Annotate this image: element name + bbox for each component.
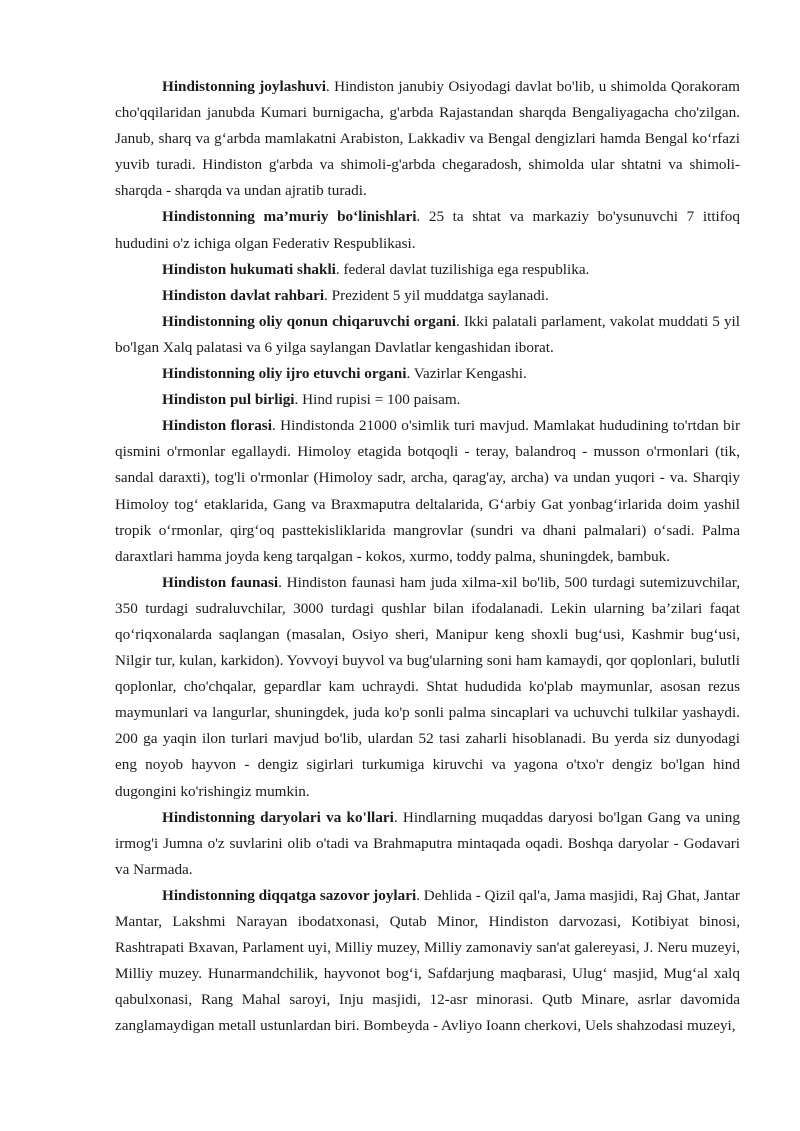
- paragraph-text: . Vazirlar Kengashi.: [406, 365, 527, 383]
- paragraph-text: . federal davlat tuzilishiga ega respublika.: [335, 260, 590, 278]
- paragraph-heading: Hindistonning diqqatga sazovor joylari: [162, 886, 417, 904]
- paragraph-administrative-divisions: [115, 204, 740, 256]
- document-page: [115, 74, 740, 1039]
- paragraph-heading: Hindiston davlat rahbari: [162, 286, 325, 304]
- paragraph-currency: [115, 387, 740, 413]
- paragraph-heading: Hindistonning oliy qonun chiqaruvchi organi: [162, 312, 456, 330]
- paragraph-heading: Hindiston pul birligi: [162, 391, 295, 409]
- paragraph-flora: [115, 413, 740, 570]
- paragraph-location: [115, 74, 740, 204]
- paragraph-heading: Hindistonning ma’muriy bo‘linishlari: [162, 208, 417, 226]
- paragraph-attractions: [115, 883, 740, 1040]
- paragraph-text: . Ikki palatali parlament, vakolat muddati 5 yil bo'lgan Xalq palatasi va 6 yilga saylangan Davlatlar kengashidan iborat.: [115, 312, 740, 356]
- paragraph-executive: [115, 361, 740, 387]
- paragraph-heading: Hindiston florasi: [162, 417, 272, 435]
- paragraph-heading: Hindistonning oliy ijro etuvchi organi: [162, 365, 407, 383]
- paragraph-fauna: [115, 570, 740, 805]
- paragraph-text: . Hindiston janubiy Osiyodagi davlat bo'lib, u shimolda Qorakoram cho'qqilaridan janubda Kumari burnigacha, g'arbda Rajastandan sharqda Bengaliyagacha cho'zilgan. Janub, sharq va g‘arbda mamlakatni Arabiston, Lakkadiv va Bengal dengizlari hamda Bengal ko‘rfazi yuvib turadi. Hindiston g'arbda va shimoli-g'arbda chegaradosh, shimolda ular shtatni va shimoli-sharqda - sharqda va undan ajratib turadi.: [115, 78, 740, 200]
- paragraph-heading: Hindistonning daryolari va ko'llari: [162, 808, 394, 826]
- paragraph-head-of-state: [115, 283, 740, 309]
- paragraph-text: . 25 ta shtat va markaziy bo'ysunuvchi 7 ittifoq hududini o'z ichiga olgan Federativ Respublikasi.: [115, 208, 740, 252]
- paragraph-government-form: [115, 257, 740, 283]
- paragraph-heading: Hindistonning joylashuvi: [162, 78, 326, 95]
- paragraph-heading: Hindiston faunasi: [162, 573, 279, 591]
- paragraph-heading: Hindiston hukumati shakli: [162, 260, 336, 278]
- paragraph-text: . Hindiston faunasi ham juda xilma-xil bo'lib, 500 turdagi sutemizuvchilar, 350 turdagi sudraluvchilar, 3000 turdagi qushlar bilan ifodalanadi. Lekin ularning ba’zilari faqat qo‘riqxonalarda saqlangan (masalan, Osiyo sheri, Manipur keng shoxli bug‘usi, Kashmir bug‘usi, Nilgir tur, kulan, karkidon). Yovvoyi buyvol va bug'ularning soni ham kamaydi, qor qoplonlari, bulutli qoplonlar, cho'chqalar, gepardlar kam uchraydi. Shtat hududida ko'plab maymunlar, asosan rezus maymunlari va langurlar, shuningdek, juda ko'p sonli palma sincaplari va uchuvchi tulkilar yashaydi. 200 ga yaqin ilon turlari mavjud bo'lib, ulardan 52 tasi zaharli hisoblanadi. Bu yerda siz dunyodagi eng noyob hayvon - dengiz sigirlari turkumiga kiruvchi va yagona o'txo'r dengiz bo'lgan hind dugongini ko'rishingiz mumkin.: [115, 573, 740, 800]
- paragraph-legislature: [115, 309, 740, 361]
- paragraph-text: . Hind rupisi = 100 paisam.: [294, 391, 461, 409]
- paragraph-text: . Dehlida - Qizil qal'a, Jama masjidi, Raj Ghat, Jantar Mantar, Lakshmi Narayan ibodatxonasi, Qutab Minor, Hindiston darvozasi, Kotibiyat binosi, Rashtrapati Bxavan, Parlament uyi, Milliy muzey, Milliy zamonaviy san'at galereyasi, J. Neru muzeyi, Milliy muzey. Hunarmandchilik, hayvonot bog‘i, Safdarjung maqbarasi, Ulug‘ masjid, Mug‘al xalq qabulxonasi, Rang Mahal saroyi, Inju masjidi, 12-asr minorasi. Qutb Minare, asrlar davomida zanglamaydigan metall ustunlardan biri. Bombeyda - Avliyo Ioann cherkovi, Uels shahzodasi muzeyi,: [115, 886, 740, 1035]
- paragraph-text: . Prezident 5 yil muddatga saylanadi.: [324, 286, 549, 304]
- paragraph-text: . Hindistonda 21000 o'simlik turi mavjud. Mamlakat hududining to'rtdan bir qismini o'rmonlar egallaydi. Himoloy etagida botqoqli - teray, balandroq - musson o'rmonlari (tik, sandal daraxti), tog'li o'rmonlar (Himoloy sadr, archa, qarag'ay, archa) va undan yuqori - va. Sharqiy Himoloy tog‘ etaklarida, Gang va Braxmaputra deltalarida, G‘arbiy Gat yonbag‘irlarida doim yashil tropik o‘rmonlar, qirg‘oq pasttekisliklarida mangrovlar (sundri va dhani palmalari) o‘sadi. Palma daraxtlari hamma joyda keng tarqalgan - kokos, xurmo, toddy palma, shuningdek, bambuk.: [115, 417, 740, 565]
- paragraph-text: . Hindlarning muqaddas daryosi bo'lgan Gang va uning irmog'i Jumna o'z suvlarini olib o'tadi va Brahmaputra mintaqada oqadi. Boshqa daryolar - Godavari va Narmada.: [115, 808, 740, 878]
- paragraph-rivers-lakes: [115, 805, 740, 883]
